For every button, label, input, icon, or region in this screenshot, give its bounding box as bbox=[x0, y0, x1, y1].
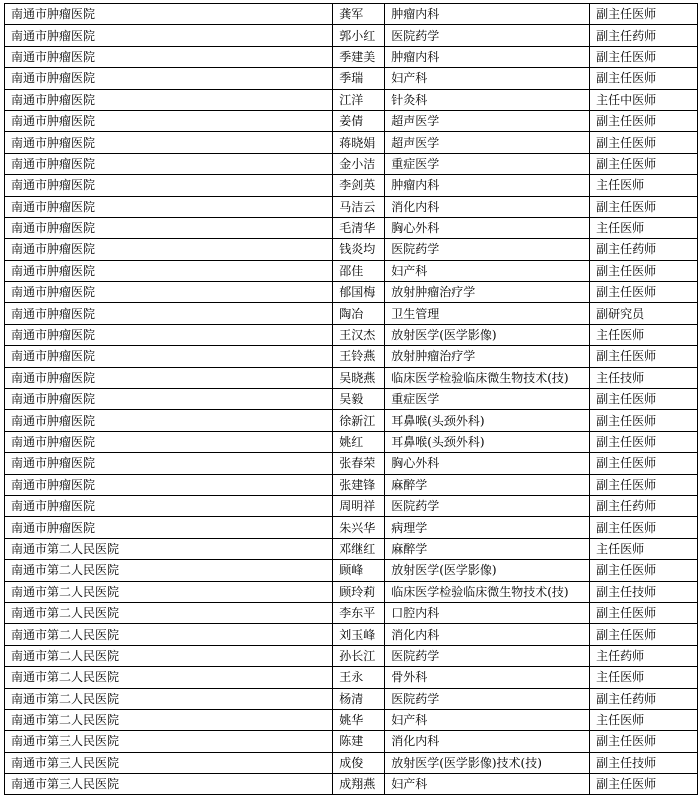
title-cell: 副主任医师 bbox=[590, 624, 698, 645]
title-cell: 副主任技师 bbox=[590, 752, 698, 773]
hospital-cell: 南通市肿瘤医院 bbox=[5, 25, 333, 46]
hospital-cell: 南通市肿瘤医院 bbox=[5, 153, 333, 174]
hospital-cell: 南通市第三人民医院 bbox=[5, 752, 333, 773]
title-cell: 副主任医师 bbox=[590, 731, 698, 752]
table-row bbox=[5, 4, 698, 25]
table-row bbox=[5, 624, 698, 645]
table-row bbox=[5, 46, 698, 67]
table-row bbox=[5, 453, 698, 474]
hospital-cell: 南通市肿瘤医院 bbox=[5, 175, 333, 196]
hospital-cell: 南通市第二人民医院 bbox=[5, 602, 333, 623]
specialty-cell: 肿瘤内科 bbox=[385, 4, 590, 25]
table-row bbox=[5, 25, 698, 46]
hospital-cell: 南通市肿瘤医院 bbox=[5, 367, 333, 388]
table-row bbox=[5, 474, 698, 495]
title-cell: 副主任医师 bbox=[590, 110, 698, 131]
specialty-cell: 医院药学 bbox=[385, 25, 590, 46]
table-row bbox=[5, 645, 698, 666]
name-cell: 陶冶 bbox=[333, 303, 385, 324]
hospital-cell: 南通市肿瘤医院 bbox=[5, 474, 333, 495]
specialty-cell: 医院药学 bbox=[385, 645, 590, 666]
hospital-cell: 南通市肿瘤医院 bbox=[5, 4, 333, 25]
name-cell: 吴毅 bbox=[333, 389, 385, 410]
table-row bbox=[5, 89, 698, 110]
table-row bbox=[5, 752, 698, 773]
specialty-cell: 骨外科 bbox=[385, 667, 590, 688]
name-cell: 姚红 bbox=[333, 431, 385, 452]
specialty-cell: 消化内科 bbox=[385, 196, 590, 217]
hospital-cell: 南通市第二人民医院 bbox=[5, 645, 333, 666]
table-row bbox=[5, 324, 698, 345]
table-row bbox=[5, 581, 698, 602]
table-row bbox=[5, 602, 698, 623]
hospital-cell: 南通市肿瘤医院 bbox=[5, 46, 333, 67]
specialty-cell: 消化内科 bbox=[385, 731, 590, 752]
name-cell: 李东平 bbox=[333, 602, 385, 623]
hospital-cell: 南通市第二人民医院 bbox=[5, 624, 333, 645]
table-row bbox=[5, 774, 698, 795]
hospital-cell: 南通市肿瘤医院 bbox=[5, 517, 333, 538]
name-cell: 蒋晓娟 bbox=[333, 132, 385, 153]
specialty-cell: 病理学 bbox=[385, 517, 590, 538]
name-cell: 张春荣 bbox=[333, 453, 385, 474]
title-cell: 副主任药师 bbox=[590, 495, 698, 516]
title-cell: 副主任医师 bbox=[590, 517, 698, 538]
hospital-cell: 南通市第二人民医院 bbox=[5, 538, 333, 559]
table-row bbox=[5, 517, 698, 538]
title-cell: 主任技师 bbox=[590, 367, 698, 388]
specialty-cell: 耳鼻喉(头颈外科) bbox=[385, 431, 590, 452]
table-row bbox=[5, 217, 698, 238]
name-cell: 姚华 bbox=[333, 709, 385, 730]
table-row bbox=[5, 196, 698, 217]
table-row bbox=[5, 667, 698, 688]
hospital-cell: 南通市肿瘤医院 bbox=[5, 389, 333, 410]
title-cell: 副主任医师 bbox=[590, 68, 698, 89]
table-row bbox=[5, 560, 698, 581]
hospital-cell: 南通市肿瘤医院 bbox=[5, 110, 333, 131]
table-row bbox=[5, 68, 698, 89]
name-cell: 吴晓燕 bbox=[333, 367, 385, 388]
specialty-cell: 放射肿瘤治疗学 bbox=[385, 346, 590, 367]
specialty-cell: 肿瘤内科 bbox=[385, 46, 590, 67]
table-row bbox=[5, 153, 698, 174]
specialty-cell: 胸心外科 bbox=[385, 453, 590, 474]
title-cell: 副主任技师 bbox=[590, 581, 698, 602]
specialty-cell: 医院药学 bbox=[385, 495, 590, 516]
name-cell: 孙长江 bbox=[333, 645, 385, 666]
title-cell: 副主任医师 bbox=[590, 560, 698, 581]
name-cell: 王永 bbox=[333, 667, 385, 688]
hospital-cell: 南通市肿瘤医院 bbox=[5, 324, 333, 345]
name-cell: 季建美 bbox=[333, 46, 385, 67]
hospital-cell: 南通市肿瘤医院 bbox=[5, 196, 333, 217]
hospital-cell: 南通市肿瘤医院 bbox=[5, 431, 333, 452]
specialty-cell: 放射医学(医学影像)技术(技) bbox=[385, 752, 590, 773]
title-cell: 副主任医师 bbox=[590, 153, 698, 174]
table-row bbox=[5, 110, 698, 131]
specialty-cell: 针灸科 bbox=[385, 89, 590, 110]
table-row bbox=[5, 303, 698, 324]
hospital-cell: 南通市肿瘤医院 bbox=[5, 282, 333, 303]
name-cell: 江洋 bbox=[333, 89, 385, 110]
specialty-cell: 消化内科 bbox=[385, 624, 590, 645]
specialty-cell: 肿瘤内科 bbox=[385, 175, 590, 196]
specialty-cell: 麻醉学 bbox=[385, 474, 590, 495]
name-cell: 顾玲莉 bbox=[333, 581, 385, 602]
name-cell: 徐新江 bbox=[333, 410, 385, 431]
table-row bbox=[5, 731, 698, 752]
specialty-cell: 麻醉学 bbox=[385, 538, 590, 559]
name-cell: 季瑞 bbox=[333, 68, 385, 89]
table-row bbox=[5, 538, 698, 559]
title-cell: 副主任药师 bbox=[590, 25, 698, 46]
title-cell: 主任中医师 bbox=[590, 89, 698, 110]
hospital-cell: 南通市第三人民医院 bbox=[5, 774, 333, 795]
specialty-cell: 放射医学(医学影像) bbox=[385, 560, 590, 581]
hospital-cell: 南通市肿瘤医院 bbox=[5, 346, 333, 367]
name-cell: 马洁云 bbox=[333, 196, 385, 217]
hospital-cell: 南通市肿瘤医院 bbox=[5, 132, 333, 153]
table-row bbox=[5, 239, 698, 260]
title-cell: 主任医师 bbox=[590, 217, 698, 238]
hospital-cell: 南通市第二人民医院 bbox=[5, 688, 333, 709]
hospital-cell: 南通市第二人民医院 bbox=[5, 709, 333, 730]
personnel-table-body bbox=[5, 4, 698, 795]
specialty-cell: 胸心外科 bbox=[385, 217, 590, 238]
table-row bbox=[5, 260, 698, 281]
name-cell: 王汉杰 bbox=[333, 324, 385, 345]
specialty-cell: 妇产科 bbox=[385, 774, 590, 795]
name-cell: 姜倩 bbox=[333, 110, 385, 131]
hospital-cell: 南通市肿瘤医院 bbox=[5, 68, 333, 89]
title-cell: 副主任医师 bbox=[590, 4, 698, 25]
hospital-cell: 南通市肿瘤医院 bbox=[5, 260, 333, 281]
specialty-cell: 妇产科 bbox=[385, 260, 590, 281]
table-row bbox=[5, 175, 698, 196]
title-cell: 副研究员 bbox=[590, 303, 698, 324]
title-cell: 副主任医师 bbox=[590, 260, 698, 281]
specialty-cell: 医院药学 bbox=[385, 239, 590, 260]
name-cell: 刘玉峰 bbox=[333, 624, 385, 645]
hospital-cell: 南通市肿瘤医院 bbox=[5, 303, 333, 324]
hospital-cell: 南通市肿瘤医院 bbox=[5, 495, 333, 516]
hospital-cell: 南通市肿瘤医院 bbox=[5, 217, 333, 238]
table-row bbox=[5, 367, 698, 388]
hospital-cell: 南通市肿瘤医院 bbox=[5, 410, 333, 431]
specialty-cell: 放射医学(医学影像) bbox=[385, 324, 590, 345]
specialty-cell: 临床医学检验临床微生物技术(技) bbox=[385, 581, 590, 602]
specialty-cell: 重症医学 bbox=[385, 389, 590, 410]
name-cell: 钱炎均 bbox=[333, 239, 385, 260]
specialty-cell: 临床医学检验临床微生物技术(技) bbox=[385, 367, 590, 388]
name-cell: 龚军 bbox=[333, 4, 385, 25]
table-row bbox=[5, 132, 698, 153]
hospital-cell: 南通市肿瘤医院 bbox=[5, 239, 333, 260]
title-cell: 主任医师 bbox=[590, 667, 698, 688]
title-cell: 副主任医师 bbox=[590, 389, 698, 410]
title-cell: 主任医师 bbox=[590, 175, 698, 196]
title-cell: 副主任医师 bbox=[590, 602, 698, 623]
name-cell: 李剑英 bbox=[333, 175, 385, 196]
specialty-cell: 重症医学 bbox=[385, 153, 590, 174]
table-row bbox=[5, 410, 698, 431]
name-cell: 顾峰 bbox=[333, 560, 385, 581]
name-cell: 成翔燕 bbox=[333, 774, 385, 795]
specialty-cell: 超声医学 bbox=[385, 110, 590, 131]
table-row bbox=[5, 431, 698, 452]
title-cell: 副主任医师 bbox=[590, 453, 698, 474]
title-cell: 副主任医师 bbox=[590, 410, 698, 431]
title-cell: 副主任医师 bbox=[590, 132, 698, 153]
title-cell: 副主任医师 bbox=[590, 196, 698, 217]
personnel-table bbox=[4, 3, 698, 795]
name-cell: 金小洁 bbox=[333, 153, 385, 174]
specialty-cell: 耳鼻喉(头颈外科) bbox=[385, 410, 590, 431]
title-cell: 主任医师 bbox=[590, 324, 698, 345]
table-row bbox=[5, 282, 698, 303]
table-row bbox=[5, 346, 698, 367]
name-cell: 邵佳 bbox=[333, 260, 385, 281]
hospital-cell: 南通市肿瘤医院 bbox=[5, 89, 333, 110]
specialty-cell: 卫生管理 bbox=[385, 303, 590, 324]
title-cell: 主任医师 bbox=[590, 538, 698, 559]
title-cell: 副主任医师 bbox=[590, 474, 698, 495]
title-cell: 副主任医师 bbox=[590, 46, 698, 67]
hospital-cell: 南通市第三人民医院 bbox=[5, 731, 333, 752]
specialty-cell: 超声医学 bbox=[385, 132, 590, 153]
name-cell: 郭小红 bbox=[333, 25, 385, 46]
specialty-cell: 口腔内科 bbox=[385, 602, 590, 623]
name-cell: 郁国梅 bbox=[333, 282, 385, 303]
name-cell: 杨清 bbox=[333, 688, 385, 709]
title-cell: 主任药师 bbox=[590, 645, 698, 666]
title-cell: 副主任医师 bbox=[590, 282, 698, 303]
table-row bbox=[5, 495, 698, 516]
title-cell: 副主任药师 bbox=[590, 239, 698, 260]
name-cell: 王铃燕 bbox=[333, 346, 385, 367]
specialty-cell: 妇产科 bbox=[385, 709, 590, 730]
name-cell: 朱兴华 bbox=[333, 517, 385, 538]
name-cell: 周明祥 bbox=[333, 495, 385, 516]
specialty-cell: 放射肿瘤治疗学 bbox=[385, 282, 590, 303]
table-row bbox=[5, 389, 698, 410]
name-cell: 成俊 bbox=[333, 752, 385, 773]
name-cell: 张建锋 bbox=[333, 474, 385, 495]
name-cell: 陈建 bbox=[333, 731, 385, 752]
hospital-cell: 南通市肿瘤医院 bbox=[5, 453, 333, 474]
title-cell: 副主任医师 bbox=[590, 431, 698, 452]
hospital-cell: 南通市第二人民医院 bbox=[5, 667, 333, 688]
name-cell: 邓继红 bbox=[333, 538, 385, 559]
table-row bbox=[5, 709, 698, 730]
title-cell: 副主任药师 bbox=[590, 688, 698, 709]
hospital-cell: 南通市第二人民医院 bbox=[5, 560, 333, 581]
title-cell: 副主任医师 bbox=[590, 774, 698, 795]
specialty-cell: 医院药学 bbox=[385, 688, 590, 709]
title-cell: 主任医师 bbox=[590, 709, 698, 730]
hospital-cell: 南通市第二人民医院 bbox=[5, 581, 333, 602]
table-row bbox=[5, 688, 698, 709]
title-cell: 副主任医师 bbox=[590, 346, 698, 367]
name-cell: 毛清华 bbox=[333, 217, 385, 238]
specialty-cell: 妇产科 bbox=[385, 68, 590, 89]
